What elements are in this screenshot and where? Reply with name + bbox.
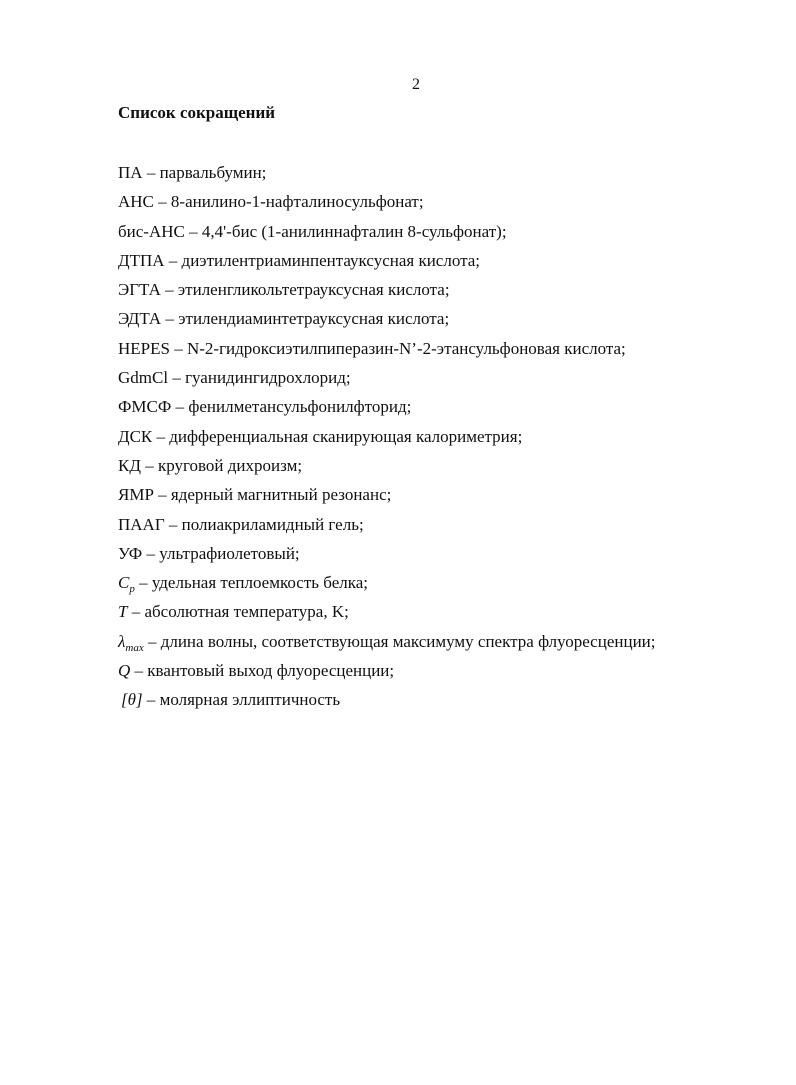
abbreviation-item bbox=[118, 338, 656, 367]
abbreviation-definition: – ультрафиолетовый; bbox=[142, 543, 300, 563]
abbreviation-term: GdmCl bbox=[118, 368, 169, 388]
abbreviation-item bbox=[118, 631, 656, 660]
abbreviation-item bbox=[118, 279, 656, 308]
abbreviation-item bbox=[118, 660, 656, 689]
page-number: 2 bbox=[412, 76, 420, 93]
abbreviation-definition: – полиакриламидный гель; bbox=[164, 514, 364, 534]
abbreviation-definition: – фенилметансульфонилфторид; bbox=[171, 397, 412, 417]
abbreviation-definition: – ядерный магнитный резонанс; bbox=[153, 485, 392, 505]
abbreviation-subscript: max bbox=[125, 641, 144, 654]
abbreviation-term: ПА bbox=[118, 163, 143, 182]
abbreviation-item bbox=[118, 250, 656, 279]
abbreviation-term: АНС bbox=[118, 192, 154, 212]
abbreviation-term: КД bbox=[118, 455, 141, 475]
abbreviation-item bbox=[118, 426, 656, 455]
abbreviation-term: бис-АНС bbox=[118, 221, 185, 241]
abbreviation-item bbox=[118, 689, 656, 718]
abbreviation-item bbox=[118, 543, 656, 572]
abbreviation-term: ПААГ bbox=[118, 514, 165, 534]
abbreviation-subscript: p bbox=[129, 583, 135, 596]
section-heading: Список сокращений bbox=[118, 103, 276, 122]
abbreviation-item bbox=[118, 455, 656, 484]
abbreviation-term: УФ bbox=[118, 543, 143, 563]
abbreviation-item bbox=[118, 396, 656, 425]
abbreviation-term: ДСК bbox=[118, 426, 153, 446]
abbreviation-definition: – диэтилентриаминпентауксусная кислота; bbox=[164, 250, 481, 270]
abbreviation-term: ЭДТА bbox=[118, 309, 162, 329]
abbreviation-term: HEPES bbox=[118, 338, 170, 358]
abbreviation-term: T bbox=[118, 602, 128, 622]
abbreviation-term: ЭГТА bbox=[118, 280, 161, 300]
abbreviation-definition: – 4,4'-бис (1-анилиннафталин 8-сульфонат); bbox=[184, 221, 507, 241]
abbreviation-definition: – этиленгликольтетрауксусная кислота; bbox=[160, 280, 450, 300]
abbreviation-definition: – 8-анилино-1-нафталиносульфонат; bbox=[153, 192, 424, 212]
abbreviation-definition: – молярная эллиптичность bbox=[142, 690, 341, 710]
abbreviation-term: [θ] bbox=[121, 690, 143, 710]
abbreviation-term: Q bbox=[118, 661, 131, 681]
abbreviation-item bbox=[118, 572, 656, 601]
abbreviation-list bbox=[118, 162, 656, 719]
abbreviation-term: C bbox=[118, 573, 130, 593]
abbreviation-definition: – парвальбумин; bbox=[142, 163, 267, 182]
abbreviation-definition: – N-2-гидроксиэтилпиперазин-N’-2-этансульфоновая кислота; bbox=[169, 338, 626, 358]
abbreviation-term: λ bbox=[118, 631, 126, 651]
abbreviation-term: ДТПА bbox=[118, 250, 165, 270]
abbreviation-definition: – удельная теплоемкость белка; bbox=[134, 573, 369, 593]
abbreviation-item bbox=[118, 308, 656, 337]
abbreviation-item bbox=[118, 514, 656, 543]
abbreviation-definition: – длина волны, соответствующая максимуму спектра флуоресценции; bbox=[143, 631, 656, 651]
abbreviation-definition: – этилендиаминтетрауксусная кислота; bbox=[161, 309, 450, 329]
abbreviation-item bbox=[118, 367, 656, 396]
abbreviation-item bbox=[118, 221, 656, 250]
abbreviation-definition: – дифференциальная сканирующая калориметрия; bbox=[152, 426, 523, 446]
abbreviation-term: ЯМР bbox=[118, 485, 154, 505]
abbreviation-item bbox=[118, 484, 656, 513]
abbreviation-definition: – абсолютная температура, K; bbox=[127, 602, 349, 622]
abbreviation-item bbox=[118, 601, 656, 630]
abbreviation-definition: – круговой дихроизм; bbox=[140, 455, 303, 475]
abbreviation-definition: – квантовый выход флуоресценции; bbox=[130, 661, 395, 681]
abbreviation-item bbox=[118, 191, 656, 220]
abbreviation-definition: – гуанидингидрохлорид; bbox=[168, 368, 351, 388]
abbreviation-item bbox=[118, 162, 656, 191]
abbreviation-term: ФМСФ bbox=[118, 397, 172, 417]
